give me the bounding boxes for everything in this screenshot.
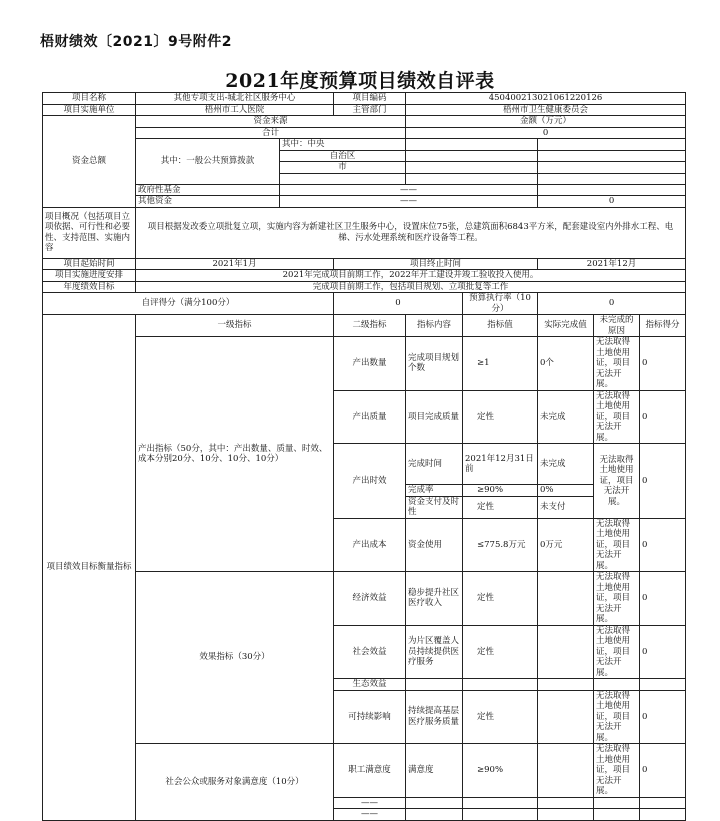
funds-spacer — [280, 173, 406, 184]
social-l2: 社会效益 — [334, 625, 406, 679]
row-progress — [43, 270, 686, 282]
quality-reason: 无法取得土地使用证，项目无法开展。 — [594, 390, 640, 444]
ecological-value — [463, 679, 538, 691]
funds-region-value — [538, 150, 686, 162]
gov-fund-amount — [538, 184, 686, 196]
staff-actual — [538, 744, 594, 798]
end-label: 项目终止时间 — [334, 258, 538, 270]
goal-label: 年度绩效目标 — [43, 281, 136, 293]
row-output-quantity — [43, 337, 686, 391]
output-indicator-label: 产出指标（50分，其中：产出数量、质量、时效、成本分别20分、10分、10分、10分） — [136, 337, 334, 572]
cost-l2: 产出成本 — [334, 518, 406, 572]
quantity-value: ≥1 — [463, 337, 538, 391]
sustain-l2: 可持续影响 — [334, 690, 406, 744]
dash1-score — [640, 797, 686, 809]
economic-score: 0 — [640, 572, 686, 626]
row-other-fund — [43, 196, 686, 208]
staff-score: 0 — [640, 744, 686, 798]
progress-value: 2021年完成项目前期工作，2022年开工建设并竣工验收投入使用。 — [136, 270, 686, 282]
row-start-end — [43, 258, 686, 270]
gov-fund-value: —— — [280, 184, 538, 196]
cost-content: 资金使用 — [406, 518, 463, 572]
dash1-value — [463, 797, 538, 809]
gov-fund-label: 政府性基金 — [136, 184, 280, 196]
staff-reason: 无法取得土地使用证，项目无法开展。 — [594, 744, 640, 798]
funds-central-value — [538, 139, 686, 151]
timeliness-score: 0 — [640, 444, 686, 519]
cost-actual: 0万元 — [538, 518, 594, 572]
progress-label: 项目实施进度安排 — [43, 270, 136, 282]
row-funds-central — [43, 139, 686, 151]
funds-amount-label: 金额（万元） — [406, 116, 686, 128]
project-name-label: 项目名称 — [43, 93, 136, 105]
quality-actual: 未完成 — [538, 390, 594, 444]
quantity-score: 0 — [640, 337, 686, 391]
row-effect-economic — [43, 572, 686, 626]
timeliness-actual-1: 未完成 — [538, 444, 594, 485]
sustain-score: 0 — [640, 690, 686, 744]
effect-indicator-label: 效果指标（30分） — [136, 572, 334, 744]
cost-value: ≤775.8万元 — [463, 518, 538, 572]
other-fund-label: 其他资金 — [136, 196, 280, 208]
dash2-content — [406, 809, 463, 821]
quantity-reason: 无法取得土地使用证，项目无法开展。 — [594, 337, 640, 391]
funds-general-label: 其中：一般公共预算拨款 — [136, 139, 280, 185]
cost-reason: 无法取得土地使用证，项目无法开展。 — [594, 518, 640, 572]
timeliness-content-1: 完成时间 — [406, 444, 463, 485]
quality-value: 定性 — [463, 390, 538, 444]
goal-value: 完成项目前期工作，包括项目规划、立项批复等工作 — [136, 281, 686, 293]
sustain-value: 定性 — [463, 690, 538, 744]
funds-total-value: 0 — [406, 127, 686, 139]
project-code-value: 450400213021061220126 — [406, 93, 686, 105]
header-actual: 实际完成值 — [538, 315, 594, 337]
row-score — [43, 293, 686, 315]
start-label: 项目起始时间 — [43, 258, 136, 270]
social-reason: 无法取得土地使用证，项目无法开展。 — [594, 625, 640, 679]
economic-l2: 经济效益 — [334, 572, 406, 626]
ecological-reason — [594, 679, 640, 691]
social-content: 为片区覆盖人员持续提供医疗服务 — [406, 625, 463, 679]
unit-label: 项目实施单位 — [43, 104, 136, 116]
row-goal — [43, 281, 686, 293]
funds-label: 资金总额 — [43, 116, 136, 208]
quality-l2: 产出质量 — [334, 390, 406, 444]
funds-city-value — [538, 162, 686, 174]
header-level2: 二级指标 — [334, 315, 406, 337]
funds-central-mid — [406, 139, 538, 151]
funds-region-mid — [406, 150, 538, 162]
self-score-value: 0 — [334, 293, 463, 315]
timeliness-value-1: 2021年12月31日前 — [463, 444, 538, 485]
social-score: 0 — [640, 625, 686, 679]
timeliness-actual-3: 未支付 — [538, 496, 594, 518]
dash2-score — [640, 809, 686, 821]
row-unit — [43, 104, 686, 116]
evaluation-table — [42, 92, 686, 821]
end-value: 2021年12月 — [538, 258, 686, 270]
funds-spacer-mid — [406, 173, 538, 184]
funds-region-label: 自治区 — [280, 150, 406, 162]
dash2-actual — [538, 809, 594, 821]
staff-value: ≥90% — [463, 744, 538, 798]
funds-spacer-value — [538, 173, 686, 184]
economic-actual — [538, 572, 594, 626]
timeliness-value-3: 定性 — [463, 496, 538, 518]
quantity-content: 完成项目规划个数 — [406, 337, 463, 391]
timeliness-content-2: 完成率 — [406, 485, 463, 497]
satisfaction-indicator-label: 社会公众或服务对象满意度（10分） — [136, 744, 334, 821]
quality-content: 项目完成质量 — [406, 390, 463, 444]
self-score-label: 自评得分（满分100分） — [43, 293, 334, 315]
overview-label: 项目概况（包括项目立项依据、可行性和必要性、支持范围、实施内容 — [43, 207, 136, 258]
project-name-value: 其他专项支出-城北社区服务中心 — [136, 93, 334, 105]
staff-content: 满意度 — [406, 744, 463, 798]
header-reason: 未完成的原因 — [594, 315, 640, 337]
unit-value: 梧州市工人医院 — [136, 104, 334, 116]
social-actual — [538, 625, 594, 679]
indicator-section-label: 项目绩效目标衡量指标 — [43, 315, 136, 821]
row-indicator-header — [43, 315, 686, 337]
funds-total-label: 合计 — [136, 127, 406, 139]
document-title: 2021年度预算项目绩效自评表 — [225, 70, 495, 92]
other-fund-value: 0 — [538, 196, 686, 208]
dash2-value — [463, 809, 538, 821]
ecological-actual — [538, 679, 594, 691]
dept-label: 主管部门 — [334, 104, 406, 116]
ecological-content — [406, 679, 463, 691]
timeliness-l2: 产出时效 — [334, 444, 406, 519]
cost-score: 0 — [640, 518, 686, 572]
sustain-content: 持续提高基层医疗服务质量 — [406, 690, 463, 744]
quantity-actual: 0个 — [538, 337, 594, 391]
start-value: 2021年1月 — [136, 258, 334, 270]
funds-city-label: 市 — [280, 162, 406, 174]
overview-text: 项目根据发改委立项批复立项，实施内容为新建社区卫生服务中心，设置床位75张，总建筑面积6843平方米，配套建设室内外排水工程、电梯、污水处理系统和医疗设备等工程。 — [136, 207, 686, 258]
timeliness-actual-2: 0% — [538, 485, 594, 497]
other-fund-dash: —— — [280, 196, 538, 208]
staff-l2: 职工满意度 — [334, 744, 406, 798]
funds-central-label: 其中：中央 — [280, 139, 406, 151]
dash2-l2: —— — [334, 809, 406, 821]
row-project-name — [43, 93, 686, 105]
document-number: 梧财绩效〔2021〕9号附件2 — [40, 34, 232, 50]
funds-city-mid — [406, 162, 538, 174]
timeliness-reason: 无法取得土地使用证，项目无法开展。 — [594, 444, 640, 519]
economic-reason: 无法取得土地使用证，项目无法开展。 — [594, 572, 640, 626]
timeliness-value-2: ≥90% — [463, 485, 538, 497]
dash2-reason — [594, 809, 640, 821]
row-gov-fund — [43, 184, 686, 196]
dash1-reason — [594, 797, 640, 809]
sustain-reason: 无法取得土地使用证，项目无法开展。 — [594, 690, 640, 744]
dash1-l2: —— — [334, 797, 406, 809]
header-value: 指标值 — [463, 315, 538, 337]
quantity-l2: 产出数量 — [334, 337, 406, 391]
dash1-content — [406, 797, 463, 809]
economic-value: 定性 — [463, 572, 538, 626]
sustain-actual — [538, 690, 594, 744]
funds-source-label: 资金来源 — [136, 116, 406, 128]
ecological-l2: 生态效益 — [334, 679, 406, 691]
social-value: 定性 — [463, 625, 538, 679]
row-overview — [43, 207, 686, 258]
header-content: 指标内容 — [406, 315, 463, 337]
project-code-label: 项目编码 — [334, 93, 406, 105]
quality-score: 0 — [640, 390, 686, 444]
row-funds-total — [43, 127, 686, 139]
timeliness-content-3: 资金支付及时性 — [406, 496, 463, 518]
economic-content: 稳步提升社区医疗收入 — [406, 572, 463, 626]
row-funds-header — [43, 116, 686, 128]
exec-rate-value: 0 — [538, 293, 686, 315]
dash1-actual — [538, 797, 594, 809]
dept-value: 梧州市卫生健康委员会 — [406, 104, 686, 116]
header-score: 指标得分 — [640, 315, 686, 337]
header-level1: 一级指标 — [136, 315, 334, 337]
ecological-score — [640, 679, 686, 691]
row-satisfaction-staff — [43, 744, 686, 798]
exec-rate-label: 预算执行率（10分） — [463, 293, 538, 315]
